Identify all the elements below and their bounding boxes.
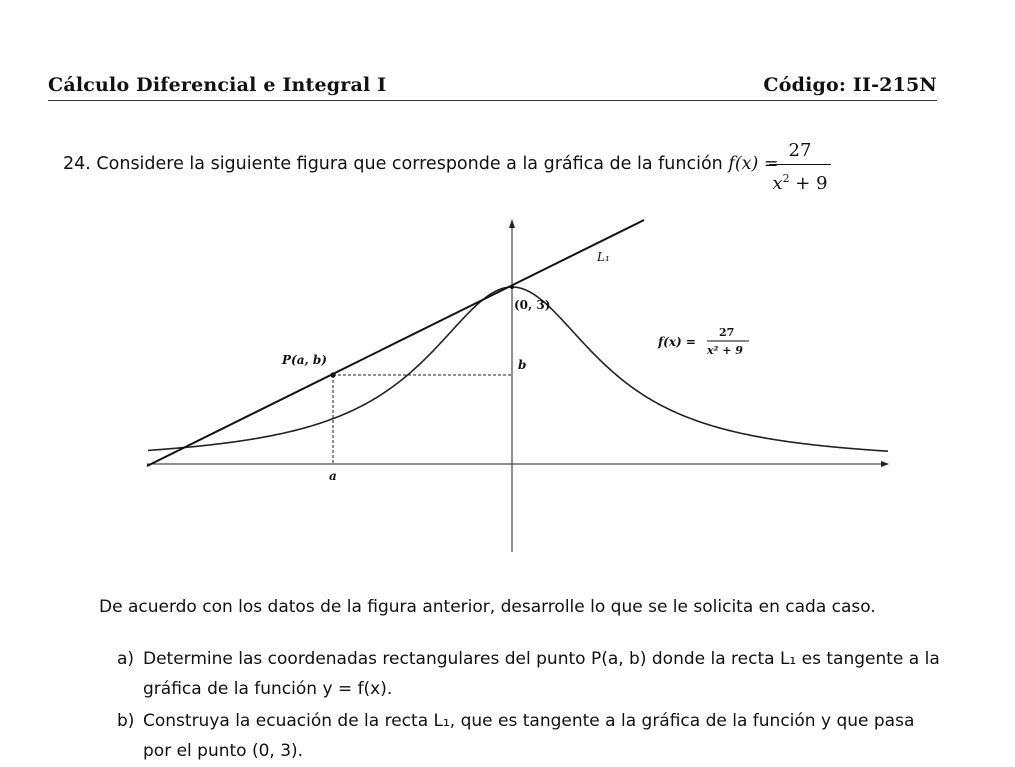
question-a-line2: gráfica de la función y = f(x). (143, 679, 393, 699)
course-title: Cálculo Diferencial e Integral I (48, 74, 387, 96)
label-point-p: P(a, b) (282, 353, 327, 367)
question-b-label: b) (117, 711, 135, 731)
x-axis-arrow (881, 461, 889, 467)
question-b-line1: Construya la ecuación de la recta L₁, que es tangente a la gráfica de la función y que pasa (143, 711, 915, 731)
instructions: De acuerdo con los datos de la figura anterior, desarrolle lo que se le solicita en cada caso. (99, 597, 876, 617)
intercept-point (510, 285, 514, 289)
curve-label-func: f(x) = (658, 335, 696, 349)
label-intercept: (0, 3) (514, 298, 551, 312)
course-code: Código: II-215N (763, 74, 937, 96)
problem-text: Considere la siguiente figura que corresponde a la gráfica de la función (96, 154, 723, 174)
question-a-label: a) (117, 649, 135, 669)
tangent-line-l1 (147, 220, 644, 466)
tangent-point-p (330, 372, 335, 377)
curve-label-num: 27 (719, 326, 735, 339)
label-a: a (329, 469, 337, 483)
fraction-numerator: 27 (788, 140, 812, 161)
fraction-denominator: $x^2 + 9$ (772, 172, 828, 194)
curve-label-den: x² + 9 (707, 344, 743, 357)
question-a-line1: Determine las coordenadas rectangulares del punto P(a, b) donde la recta L₁ es tangente a la (143, 649, 940, 669)
question-b (117, 706, 947, 766)
question-a (117, 644, 947, 704)
y-axis-arrow (509, 219, 515, 228)
problem-number: 24. (63, 154, 91, 174)
problem-function: f(x) = (728, 154, 779, 174)
label-b: b (518, 358, 527, 372)
question-b-line2: por el punto (0, 3). (143, 741, 304, 761)
label-l1: L₁ (597, 250, 610, 264)
